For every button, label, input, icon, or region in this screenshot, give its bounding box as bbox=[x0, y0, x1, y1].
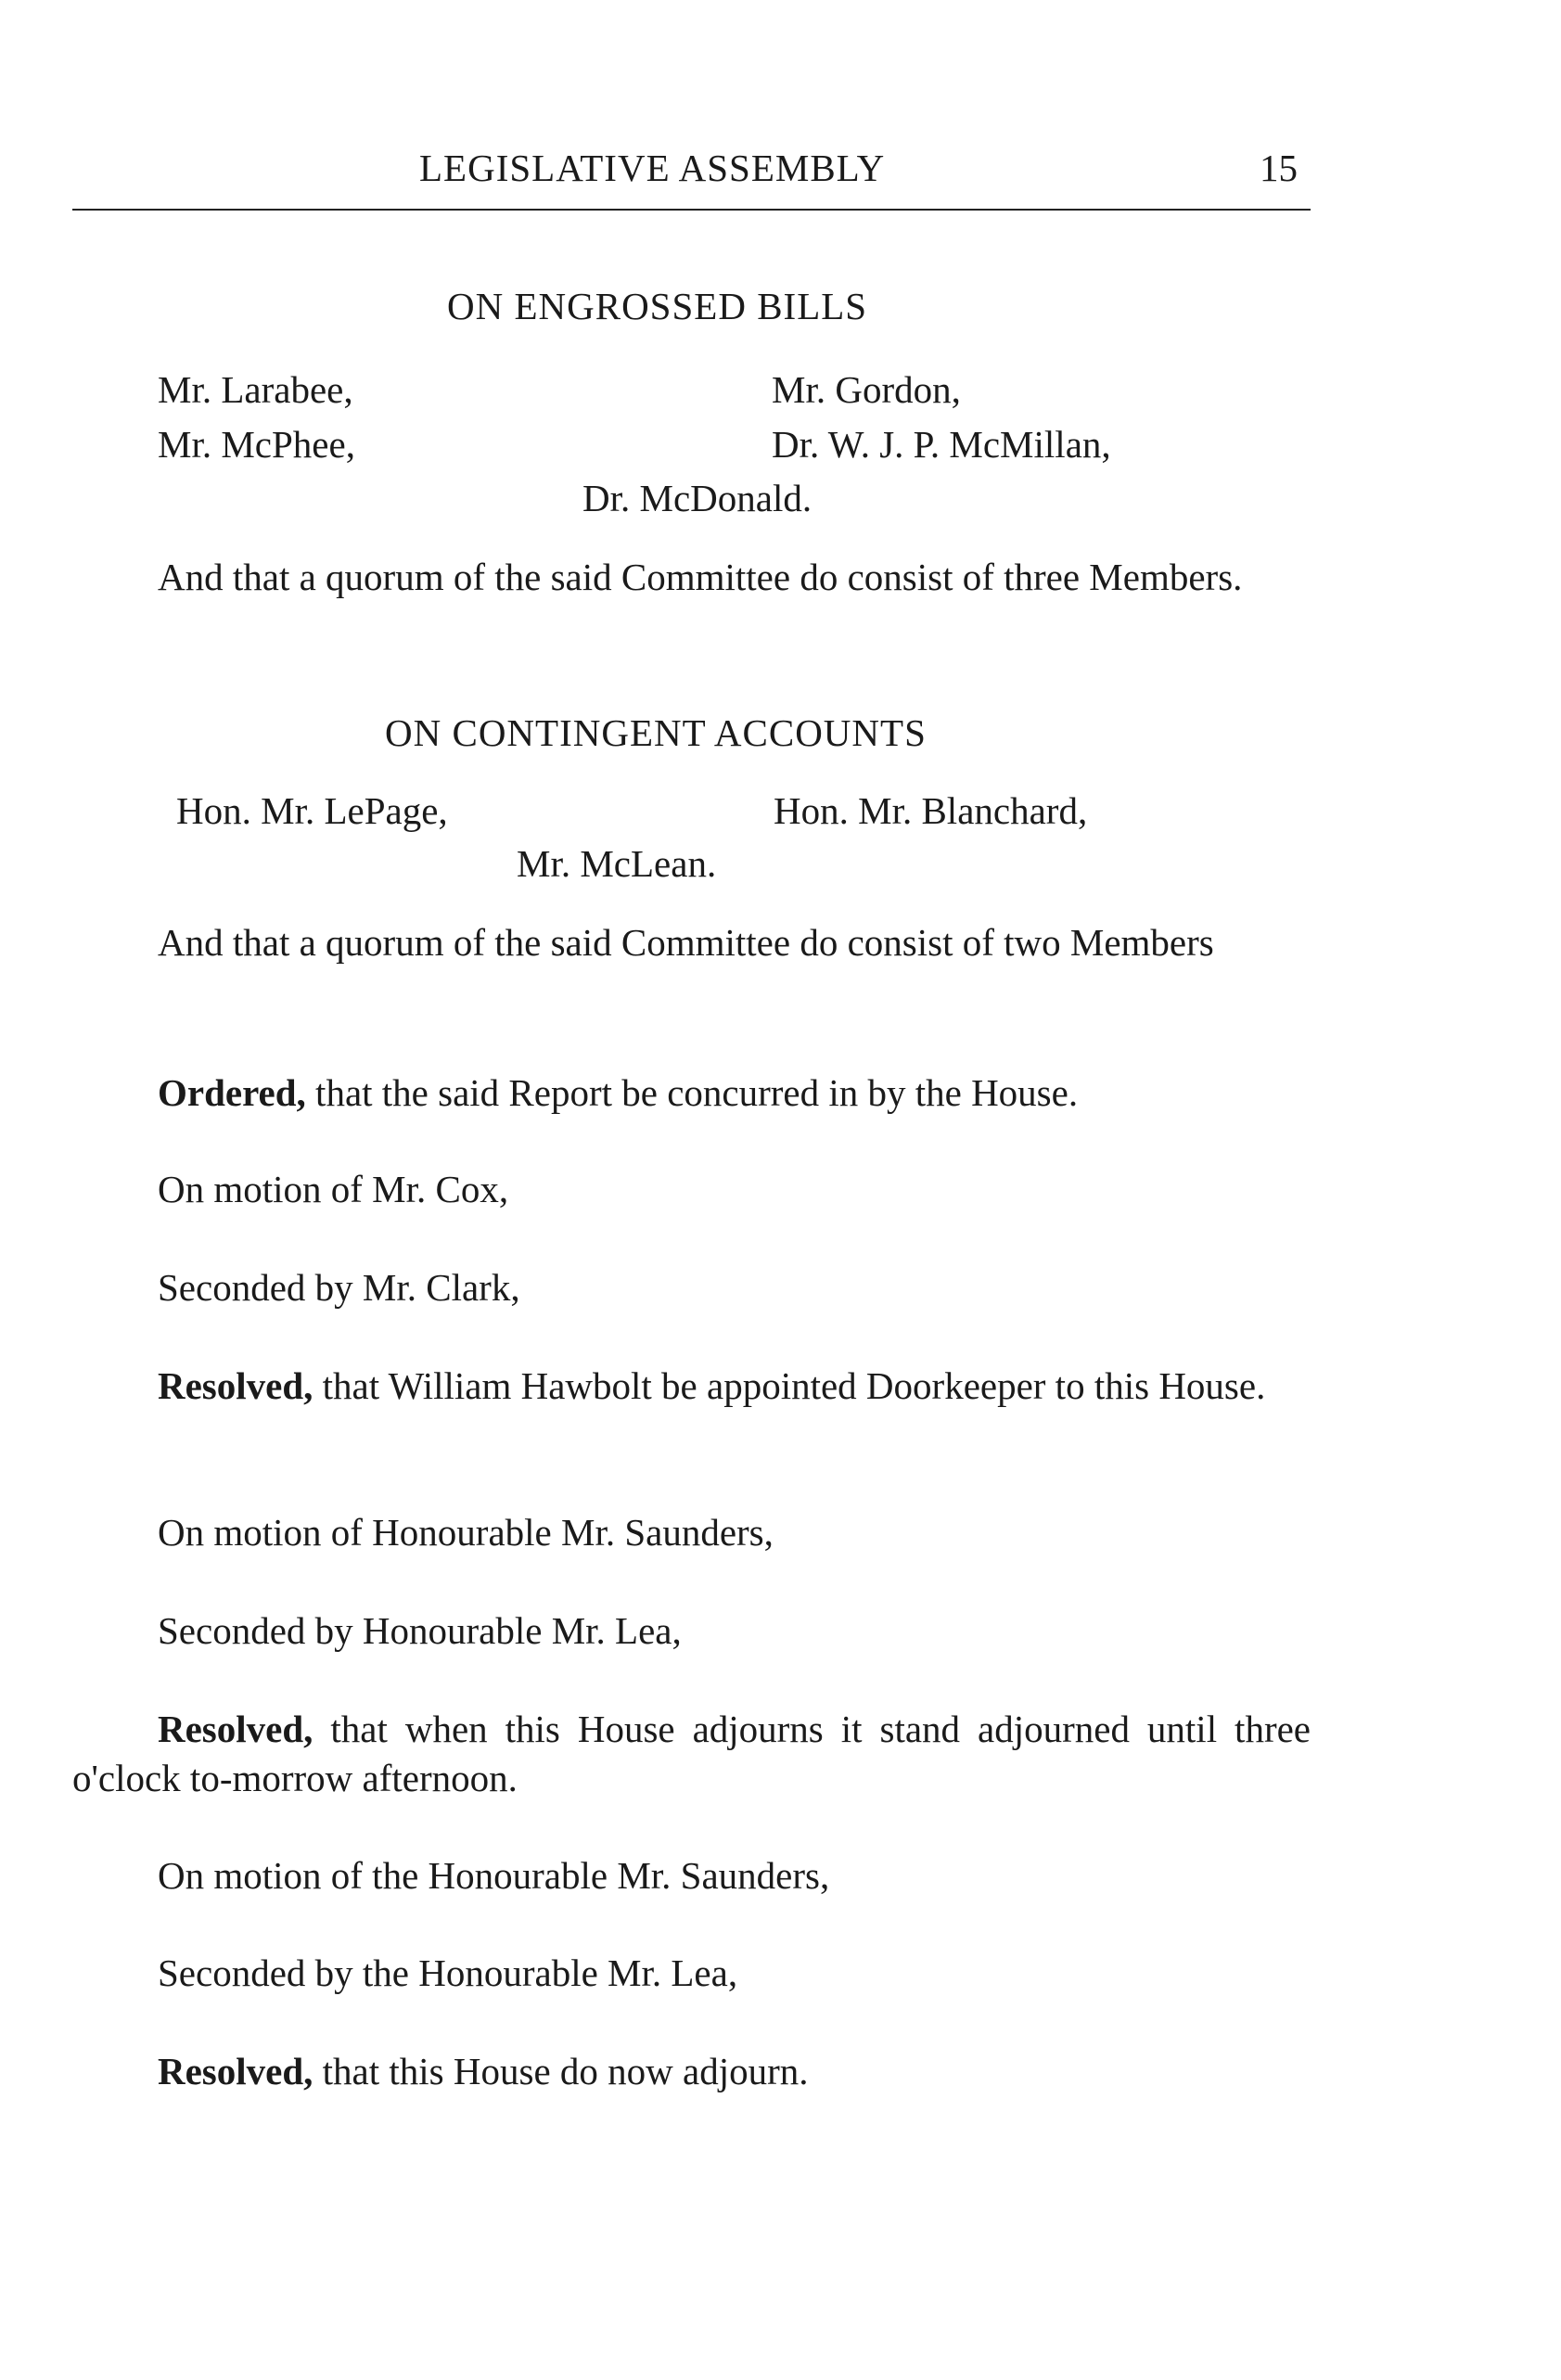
quorum-paragraph: And that a quorum of the said Committee do consist of three Members. bbox=[158, 556, 1243, 598]
resolved-text: that when this House adjourns it stand adjourned until three o'clock to-morrow afternoon. bbox=[72, 1708, 1311, 1799]
page-number: 15 bbox=[1260, 147, 1298, 189]
member-name: Hon. Mr. Blanchard, bbox=[774, 789, 1088, 832]
resolved-paragraph bbox=[72, 1705, 1311, 1803]
contingent-accounts-heading: ON CONTINGENT ACCOUNTS bbox=[385, 711, 927, 754]
running-header-title: LEGISLATIVE ASSEMBLY bbox=[419, 147, 886, 189]
member-name: Mr. Gordon, bbox=[772, 368, 961, 411]
motion-mover: On motion of Honourable Mr. Saunders, bbox=[158, 1511, 774, 1554]
resolved-text: that William Hawbolt be appointed Doorkeeper to this House. bbox=[322, 1364, 1266, 1407]
ordered-paragraph bbox=[158, 1071, 1079, 1114]
motion-mover: On motion of the Honourable Mr. Saunders, bbox=[158, 1854, 830, 1897]
ordered-text: that the said Report be concurred in by the House. bbox=[315, 1071, 1079, 1114]
motion-seconder: Seconded by Honourable Mr. Lea, bbox=[158, 1609, 682, 1652]
engrossed-bills-heading: ON ENGROSSED BILLS bbox=[447, 285, 868, 327]
member-name: Mr. Larabee, bbox=[158, 368, 353, 411]
resolved-paragraph bbox=[158, 2050, 809, 2092]
quorum-paragraph: And that a quorum of the said Committee do consist of two Members bbox=[158, 921, 1214, 964]
member-name: Dr. McDonald. bbox=[582, 477, 812, 519]
header-rule bbox=[72, 209, 1311, 211]
motion-mover: On motion of Mr. Cox, bbox=[158, 1168, 509, 1210]
resolved-text: that this House do now adjourn. bbox=[322, 2050, 809, 2092]
member-name: Dr. W. J. P. McMillan, bbox=[772, 423, 1111, 466]
member-name: Mr. McPhee, bbox=[158, 423, 355, 466]
member-name: Mr. McLean. bbox=[517, 842, 717, 885]
member-name: Hon. Mr. LePage, bbox=[176, 789, 448, 832]
resolved-paragraph bbox=[72, 1362, 1311, 1411]
resolved-lead: Resolved, bbox=[158, 2050, 313, 2092]
motion-seconder: Seconded by the Honourable Mr. Lea, bbox=[158, 1951, 738, 1994]
ordered-lead: Ordered, bbox=[158, 1071, 306, 1114]
resolved-lead: Resolved, bbox=[158, 1708, 313, 1750]
resolved-lead: Resolved, bbox=[158, 1364, 313, 1407]
motion-seconder: Seconded by Mr. Clark, bbox=[158, 1266, 520, 1309]
